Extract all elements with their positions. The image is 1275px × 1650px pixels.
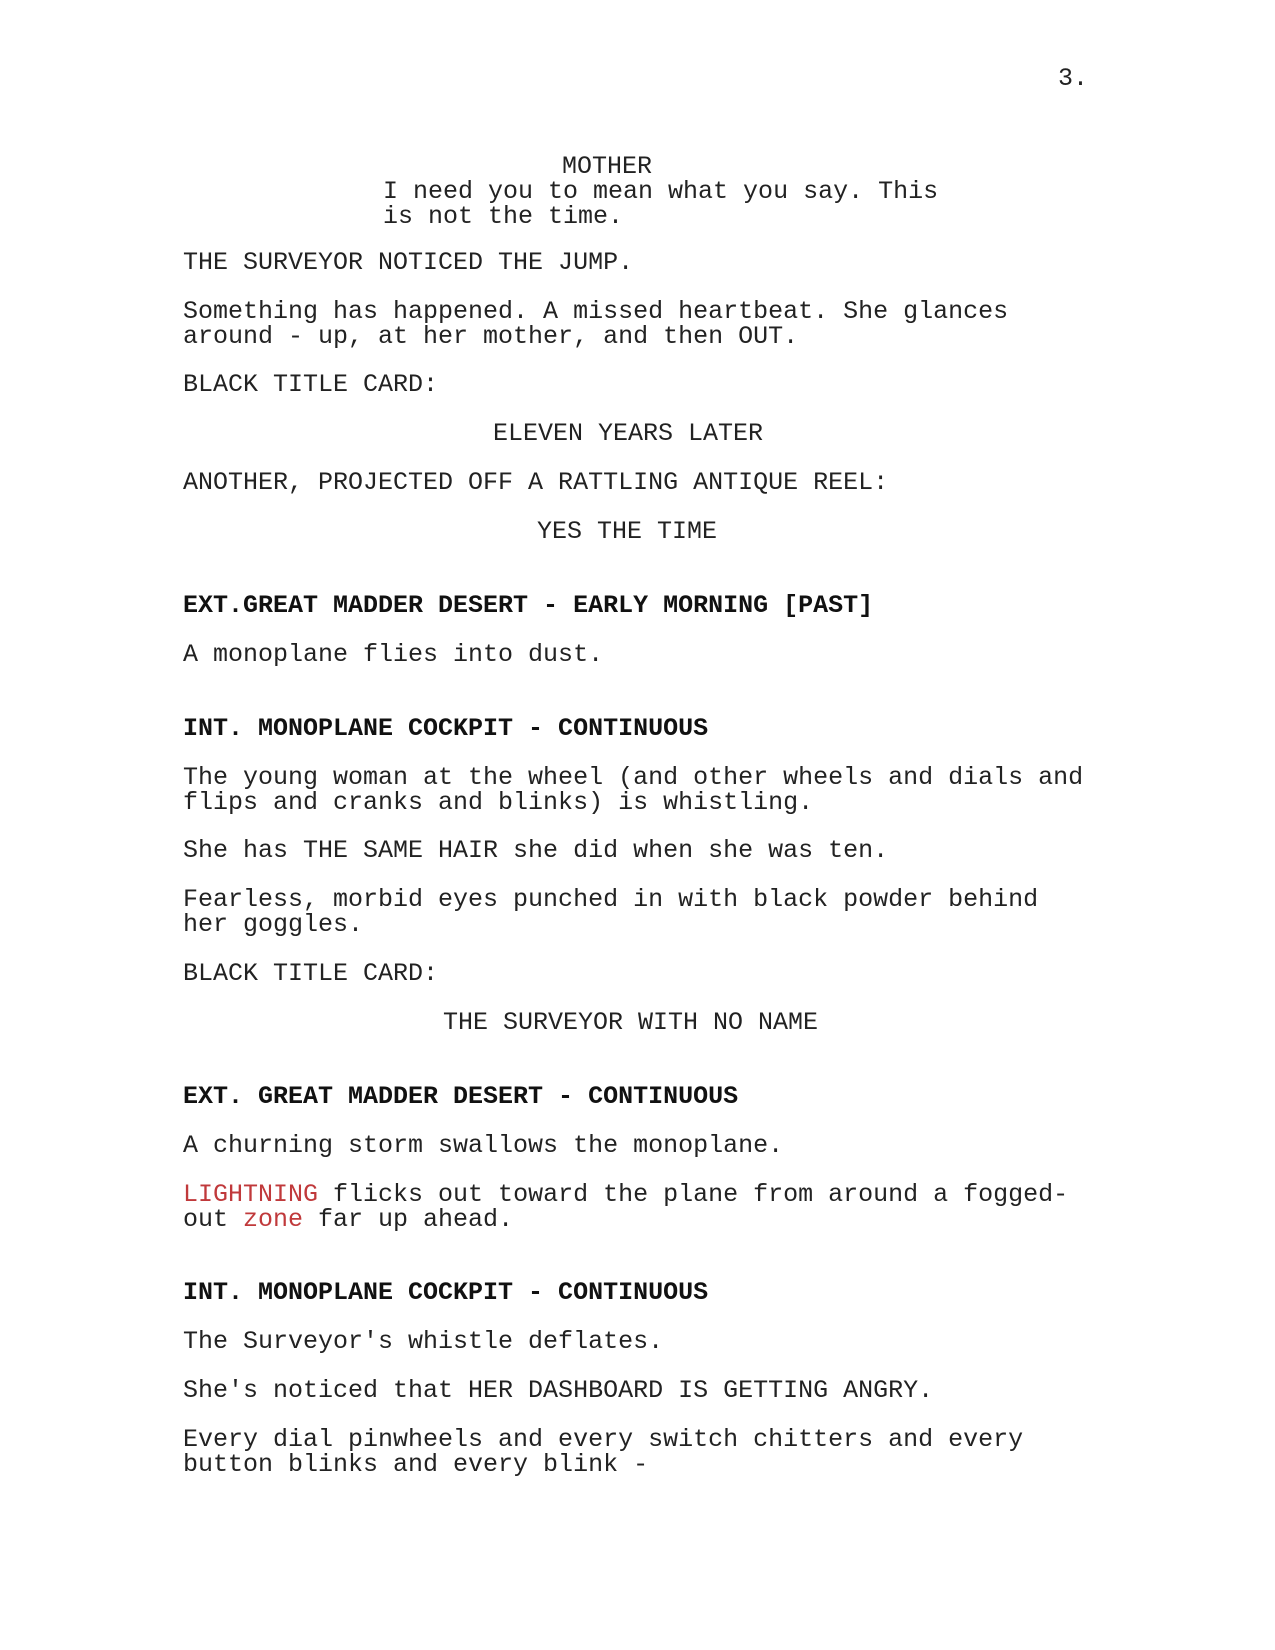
action-line: THE SURVEYOR NOTICED THE JUMP.	[183, 248, 634, 277]
dialogue-text	[383, 179, 938, 229]
action-paragraph	[183, 1182, 1068, 1232]
action-paragraph	[183, 765, 1083, 815]
action-line: Fearless, morbid eyes punched in with black powder behind	[183, 885, 1039, 914]
action-line: around - up, at her mother, and then OUT.	[183, 322, 799, 351]
title-card-label: BLACK TITLE CARD:	[183, 959, 439, 988]
action-line: The young woman at the wheel (and other wheels and dials and	[183, 763, 1084, 792]
action-line: flips and cranks and blinks) is whistling.	[183, 788, 814, 817]
title-card-text: ELEVEN YEARS LATER	[493, 419, 764, 448]
action-line: The Surveyor's whistle deflates.	[183, 1327, 664, 1356]
character-name: MOTHER	[562, 152, 653, 181]
action-line: She has THE SAME HAIR she did when she was ten.	[183, 836, 889, 865]
title-card-text: YES THE TIME	[537, 517, 718, 546]
dialogue-line: is not the time.	[383, 202, 624, 231]
action-text: flicks out toward the plane from around a fogged-	[318, 1180, 1069, 1209]
page-number: 3.	[1058, 64, 1089, 93]
action-line: She's noticed that HER DASHBOARD IS GETTING ANGRY.	[183, 1376, 934, 1405]
action-line: A monoplane flies into dust.	[183, 640, 604, 669]
action-paragraph	[183, 299, 1008, 349]
action-line: Something has happened. A missed heartbeat. She glances	[183, 297, 1009, 326]
action-text: out	[183, 1205, 244, 1234]
action-line: A churning storm swallows the monoplane.	[183, 1131, 784, 1160]
highlighted-word: LIGHTNING	[183, 1180, 319, 1209]
action-line: ANOTHER, PROJECTED OFF A RATTLING ANTIQUE REEL:	[183, 468, 889, 497]
scene-heading: INT. MONOPLANE COCKPIT - CONTINUOUS	[183, 1278, 709, 1307]
action-line: her goggles.	[183, 910, 364, 939]
action-text: far up ahead.	[303, 1205, 514, 1234]
scene-heading: EXT. GREAT MADDER DESERT - CONTINUOUS	[183, 1082, 739, 1111]
dialogue-line: I need you to mean what you say. This	[383, 177, 939, 206]
action-line: button blinks and every blink -	[183, 1450, 649, 1479]
scene-heading: EXT.GREAT MADDER DESERT - EARLY MORNING [PAST]	[183, 591, 874, 620]
title-card-label: BLACK TITLE CARD:	[183, 370, 439, 399]
title-card-text: THE SURVEYOR WITH NO NAME	[443, 1008, 819, 1037]
scene-heading: INT. MONOPLANE COCKPIT - CONTINUOUS	[183, 714, 709, 743]
highlighted-word: zone	[243, 1205, 304, 1234]
action-line: Every dial pinwheels and every switch chitters and every	[183, 1425, 1024, 1454]
action-paragraph	[183, 1427, 1023, 1477]
action-paragraph	[183, 887, 1038, 937]
